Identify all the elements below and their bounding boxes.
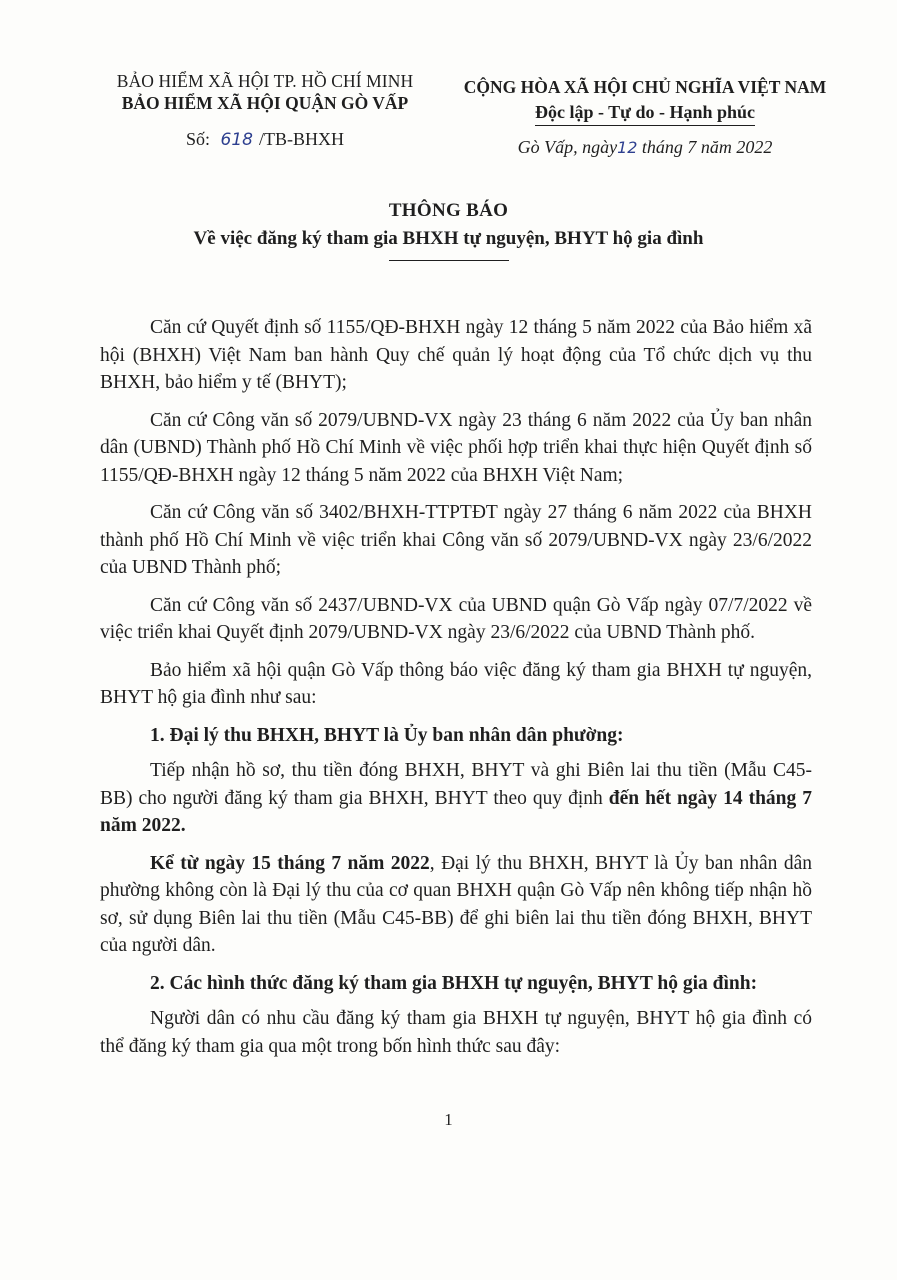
nation-name: CỘNG HÒA XÃ HỘI CHỦ NGHĨA VIỆT NAM <box>463 77 827 97</box>
national-motto: Độc lập - Tự do - Hạnh phúc <box>535 100 755 126</box>
paragraph-section-2: Người dân có nhu cầu đăng ký tham gia BHXH tự nguyện, BHYT hộ gia đình có thể đăng ký tham gia qua một trong bốn hình thức sau đây: <box>100 1008 812 1057</box>
title-subject: Về việc đăng ký tham gia BHXH tự nguyện, BHYT hộ gia đình <box>193 228 704 249</box>
section-heading-1: 1. Đại lý thu BHXH, BHYT là Ủy ban nhân dân phường: <box>150 724 624 746</box>
date-prefix: Gò Vấp, ngày <box>517 137 618 157</box>
document-body <box>100 314 812 1070</box>
paragraph-legal-basis-3: Căn cứ Công văn số 3402/BHXH-TTPTĐT ngày 27 tháng 6 năm 2022 của BHXH thành phố Hồ Chí Minh về việc triển khai Công văn số 2079/UBND-VX ngày 23/6/2022 của UBND Thành phố; <box>100 502 812 578</box>
section-1a-text: Tiếp nhận hồ sơ, thu tiền đóng BHXH, BHYT và ghi Biên lai thu tiền (Mẫu C45-BB) cho người đăng ký tham gia BHXH, BHYT theo quy định <box>100 760 812 809</box>
paragraph-legal-basis-1: Căn cứ Quyết định số 1155/QĐ-BHXH ngày 12 tháng 5 năm 2022 của Bảo hiểm xã hội (BHXH) Việt Nam ban hành Quy chế quản lý hoạt động của Tổ chức dịch vụ thu BHXH, bảo hiểm y tế (BHYT); <box>100 317 812 393</box>
paragraph-legal-basis-2: Căn cứ Công văn số 2079/UBND-VX ngày 23 tháng 6 năm 2022 của Ủy ban nhân dân (UBND) Thành phố Hồ Chí Minh về việc phối hợp triển khai thực hiện Quyết định số 1155/QĐ-BHXH ngày 12 tháng 5 năm 2022 của BHXH Việt Nam; <box>100 409 812 486</box>
date-day-handwritten: 12 <box>617 138 638 157</box>
document-number <box>100 128 430 151</box>
page-number: 1 <box>444 1110 453 1129</box>
title-underline <box>389 260 509 261</box>
place-date <box>440 136 850 159</box>
paragraph-announcement: Bảo hiểm xã hội quận Gò Vấp thông báo việc đăng ký tham gia BHXH tự nguyện, BHYT hộ gia đình như sau: <box>100 659 812 708</box>
paragraph-section-1a <box>100 757 812 840</box>
number-prefix: Số: <box>186 129 211 149</box>
section-1b-text: , Đại lý thu BHXH, BHYT là Ủy ban nhân dân phường không còn là Đại lý thu của cơ quan BHXH quận Gò Vấp nên không tiếp nhận hồ sơ, sử dụng Biên lai thu tiền (Mẫu C45-BB) để ghi biên lai thu tiền đóng BHXH, BHYT của người dân. <box>100 852 813 956</box>
number-suffix: /TB-BHXH <box>258 129 344 149</box>
issuing-agency: BẢO HIỂM XÃ HỘI QUẬN GÒ VẤP <box>121 93 409 113</box>
national-header <box>440 76 850 159</box>
paragraph-section-1b <box>100 850 812 960</box>
section-heading-2: 2. Các hình thức đăng ký tham gia BHXH tự nguyện, BHYT hộ gia đình: <box>150 972 758 994</box>
section-1b-effective-date: Kể từ ngày 15 tháng 7 năm 2022 <box>150 852 430 874</box>
document-title <box>0 198 897 261</box>
title-main: THÔNG BÁO <box>388 200 509 221</box>
number-handwritten: 618 <box>220 130 253 150</box>
date-suffix: tháng 7 năm 2022 <box>637 137 773 157</box>
paragraph-legal-basis-4: Căn cứ Công văn số 2437/UBND-VX của UBND quận Gò Vấp ngày 07/7/2022 về việc triển khai Quyết định 2079/UBND-VX ngày 23/6/2022 của UBND Thành phố. <box>100 594 812 643</box>
section-1a-deadline: đến hết ngày 14 tháng 7 năm 2022. <box>100 787 812 836</box>
parent-agency: BẢO HIỂM XÃ HỘI TP. HỒ CHÍ MINH <box>116 71 414 91</box>
issuer-block <box>100 70 430 151</box>
